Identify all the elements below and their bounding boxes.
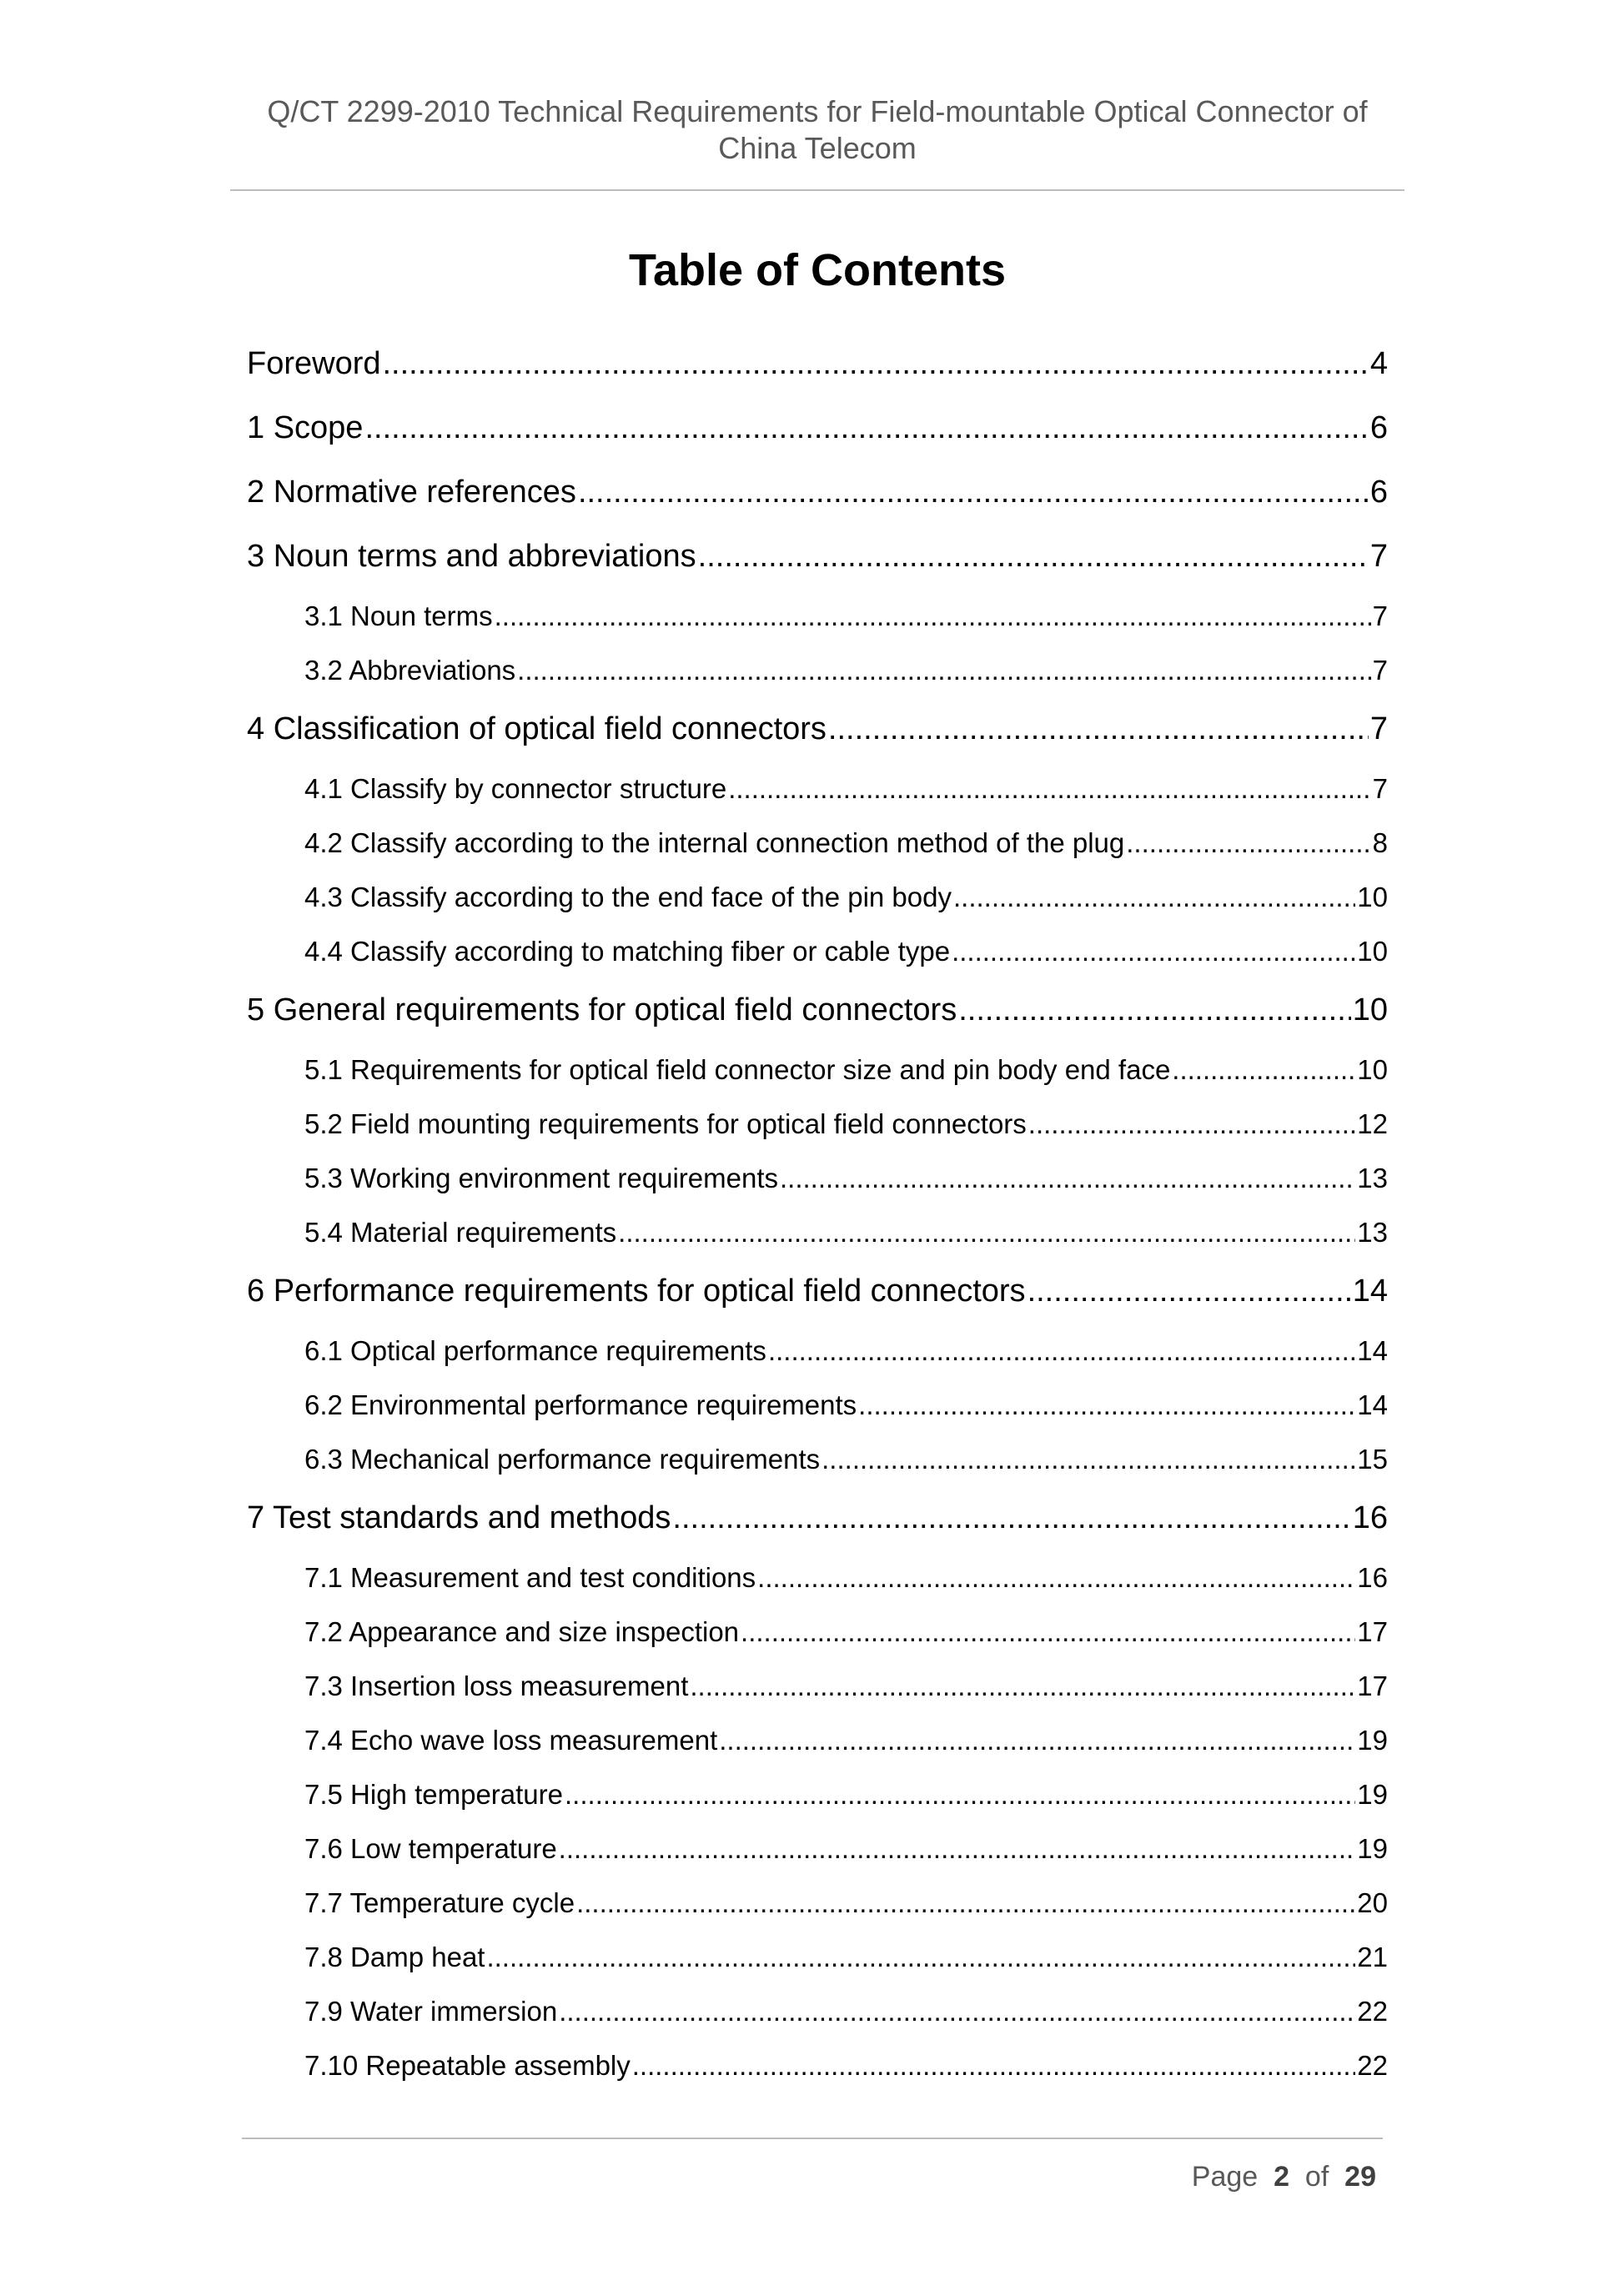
toc-entry-label: 4 Classification of optical field connectors — [247, 711, 827, 746]
toc-entry-page-number: 22 — [1357, 2050, 1388, 2081]
toc-entry[interactable] — [247, 978, 1388, 1042]
toc-leader-dots — [768, 1324, 1355, 1378]
toc-subentry[interactable] — [247, 1821, 1388, 1876]
toc-entry[interactable] — [247, 332, 1388, 396]
toc-entry-label: 1 Scope — [247, 410, 364, 445]
toc-subentry[interactable] — [247, 924, 1388, 978]
footer-divider — [242, 2138, 1383, 2139]
toc-entry-label: 6.3 Mechanical performance requirements — [304, 1444, 821, 1475]
toc-entry-label: 4.4 Classify according to matching fiber or cable type — [304, 936, 951, 967]
toc-leader-dots — [618, 1205, 1355, 1259]
toc-subentry[interactable] — [247, 1659, 1388, 1713]
toc-subentry[interactable] — [247, 1097, 1388, 1151]
toc-entry-page-number: 7 — [1372, 655, 1388, 686]
toc-entry-page-number: 20 — [1357, 1887, 1388, 1918]
toc-entry-page-number: 4 — [1369, 346, 1388, 381]
toc-subentry[interactable] — [247, 1767, 1388, 1821]
toc-leader-dots — [719, 1713, 1355, 1767]
toc-leader-dots — [672, 1486, 1350, 1550]
toc-entry-label: 7.8 Damp heat — [304, 1942, 485, 1972]
toc-leader-dots — [828, 697, 1369, 761]
toc-entry-label: 3 Noun terms and abbreviations — [247, 539, 696, 574]
toc-entry-page-number: 21 — [1357, 1942, 1388, 1972]
header-line-1: Q/CT 2299-2010 Technical Requirements for Field-mountable Optical Connector of — [267, 94, 1368, 128]
toc-entry-label: 4.3 Classify according to the end face of the pin body — [304, 882, 952, 912]
toc-subentry[interactable] — [247, 643, 1388, 697]
toc-entry-label: 5 General requirements for optical field connectors — [247, 992, 957, 1027]
toc-leader-dots — [953, 870, 1355, 924]
toc-entry[interactable] — [247, 396, 1388, 460]
header-divider — [230, 189, 1404, 191]
toc-entry-page-number: 8 — [1372, 827, 1388, 858]
toc-subentry[interactable] — [247, 1930, 1388, 1984]
toc-subentry[interactable] — [247, 1984, 1388, 2038]
toc-subentry[interactable] — [247, 1324, 1388, 1378]
toc-entry-page-number: 17 — [1357, 1616, 1388, 1647]
toc-subentry[interactable] — [247, 761, 1388, 816]
toc-entry[interactable] — [247, 525, 1388, 589]
toc-entry-label: 3.2 Abbreviations — [304, 655, 516, 686]
toc-entry-label: 7.1 Measurement and test conditions — [304, 1562, 756, 1593]
toc-entry-label: 4.2 Classify according to the internal connection method of the plug — [304, 827, 1125, 858]
toc-entry[interactable] — [247, 460, 1388, 525]
toc-subentry[interactable] — [247, 816, 1388, 870]
toc-entry-label: 7.10 Repeatable assembly — [304, 2050, 631, 2081]
toc-entry-label: 7.3 Insertion loss measurement — [304, 1671, 689, 1701]
toc-entry-page-number: 13 — [1357, 1163, 1388, 1193]
toc-entry-label: 5.4 Material requirements — [304, 1217, 617, 1248]
toc-entry-page-number: 10 — [1357, 936, 1388, 967]
footer-current-page: 2 — [1274, 2161, 1289, 2193]
toc-entry-label: 7.4 Echo wave loss measurement — [304, 1725, 718, 1756]
toc-entry-label: 7 Test standards and methods — [247, 1500, 671, 1535]
toc-subentry[interactable] — [247, 1205, 1388, 1259]
toc-leader-dots — [728, 761, 1370, 816]
toc-entry-page-number: 19 — [1357, 1725, 1388, 1756]
toc-leader-dots — [1126, 816, 1370, 870]
toc-leader-dots — [565, 1767, 1355, 1821]
toc-leader-dots — [780, 1151, 1355, 1205]
table-of-contents — [247, 332, 1388, 2093]
toc-entry-page-number: 14 — [1357, 1389, 1388, 1420]
toc-leader-dots — [952, 924, 1355, 978]
toc-leader-dots — [578, 460, 1369, 525]
toc-entry-label: 3.1 Noun terms — [304, 600, 493, 631]
toc-entry-page-number: 12 — [1357, 1108, 1388, 1139]
toc-entry-label: 6 Performance requirements for optical field connectors — [247, 1274, 1026, 1309]
toc-leader-dots — [690, 1659, 1355, 1713]
toc-leader-dots — [517, 643, 1370, 697]
toc-entry-page-number: 13 — [1357, 1217, 1388, 1248]
toc-leader-dots — [741, 1605, 1355, 1659]
toc-leader-dots — [858, 1378, 1355, 1432]
footer-page-word: Page — [1191, 2161, 1259, 2193]
toc-subentry[interactable] — [247, 1713, 1388, 1767]
toc-entry-page-number: 10 — [1352, 992, 1388, 1027]
page-footer — [1192, 2158, 1376, 2195]
toc-entry[interactable] — [247, 697, 1388, 761]
toc-entry[interactable] — [247, 1259, 1388, 1324]
toc-entry-page-number: 15 — [1357, 1444, 1388, 1475]
toc-subentry[interactable] — [247, 1378, 1388, 1432]
toc-entry-page-number: 7 — [1372, 600, 1388, 631]
toc-entry-label: 7.9 Water immersion — [304, 1996, 558, 2027]
toc-leader-dots — [383, 332, 1369, 396]
toc-entry-page-number: 7 — [1369, 539, 1388, 574]
toc-subentry[interactable] — [247, 2038, 1388, 2093]
toc-subentry[interactable] — [247, 1042, 1388, 1097]
toc-entry-page-number: 6 — [1369, 410, 1388, 445]
toc-leader-dots — [1028, 1259, 1351, 1324]
toc-leader-dots — [559, 1821, 1356, 1876]
toc-entry-label: 7.2 Appearance and size inspection — [304, 1616, 740, 1647]
toc-entry-label: 7.6 Low temperature — [304, 1833, 557, 1864]
toc-subentry[interactable] — [247, 1432, 1388, 1486]
toc-leader-dots — [559, 1984, 1355, 2038]
toc-entry-label: 5.1 Requirements for optical field connector size and pin body end face — [304, 1054, 1171, 1085]
running-header — [230, 93, 1404, 167]
toc-entry-page-number: 22 — [1357, 1996, 1388, 2027]
toc-entry-page-number: 19 — [1357, 1779, 1388, 1810]
toc-leader-dots — [632, 2038, 1356, 2093]
toc-entry-page-number: 16 — [1352, 1500, 1388, 1535]
toc-entry-page-number: 7 — [1369, 711, 1388, 746]
toc-entry-label: 2 Normative references — [247, 475, 576, 510]
toc-leader-dots — [698, 525, 1369, 589]
toc-entry-label: 5.3 Working environment requirements — [304, 1163, 778, 1193]
toc-subentry[interactable] — [247, 1876, 1388, 1930]
toc-entry-label: Foreword — [247, 346, 381, 381]
footer-total-pages: 29 — [1344, 2161, 1376, 2193]
toc-leader-dots — [486, 1930, 1355, 1984]
toc-subentry[interactable] — [247, 589, 1388, 643]
toc-entry-label: 6.1 Optical performance requirements — [304, 1335, 766, 1366]
toc-entry-page-number: 10 — [1357, 882, 1388, 912]
page-title: Table of Contents — [629, 245, 1006, 295]
toc-leader-dots — [958, 978, 1351, 1042]
toc-leader-dots — [757, 1550, 1355, 1605]
toc-entry-label: 7.5 High temperature — [304, 1779, 564, 1810]
toc-leader-dots — [495, 589, 1371, 643]
toc-entry-label: 6.2 Environmental performance requirements — [304, 1389, 857, 1420]
toc-subentry[interactable] — [247, 1550, 1388, 1605]
toc-entry[interactable] — [247, 1486, 1388, 1550]
toc-subentry[interactable] — [247, 1605, 1388, 1659]
header-line-2: China Telecom — [718, 131, 917, 165]
toc-entry-page-number: 17 — [1357, 1671, 1388, 1701]
toc-leader-dots — [1028, 1097, 1355, 1151]
toc-entry-page-number: 19 — [1357, 1833, 1388, 1864]
toc-subentry[interactable] — [247, 870, 1388, 924]
toc-leader-dots — [364, 396, 1368, 460]
toc-leader-dots — [822, 1432, 1355, 1486]
toc-entry-page-number: 14 — [1357, 1335, 1388, 1366]
toc-entry-page-number: 6 — [1369, 475, 1388, 510]
toc-entry-label: 4.1 Classify by connector structure — [304, 773, 727, 804]
toc-entry-page-number: 10 — [1357, 1054, 1388, 1085]
toc-entry-label: 7.7 Temperature cycle — [304, 1887, 575, 1918]
toc-entry-page-number: 14 — [1352, 1274, 1388, 1309]
toc-entry-label: 5.2 Field mounting requirements for optical field connectors — [304, 1108, 1027, 1139]
toc-leader-dots — [1172, 1042, 1355, 1097]
toc-entry-page-number: 16 — [1357, 1562, 1388, 1593]
toc-leader-dots — [576, 1876, 1355, 1930]
toc-entry-page-number: 7 — [1372, 773, 1388, 804]
footer-of-word: of — [1304, 2161, 1329, 2193]
toc-subentry[interactable] — [247, 1151, 1388, 1205]
